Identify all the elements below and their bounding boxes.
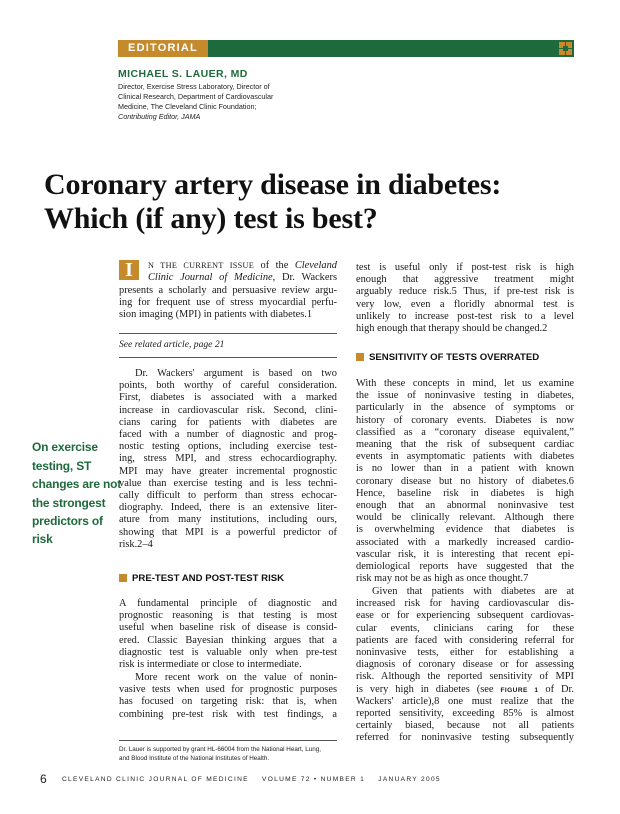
body-line: unlikely to increase post-test risk to a level	[356, 310, 574, 322]
pullquote-line: predictors of	[32, 514, 103, 528]
body-line: meaning that the risk of subsequent cardiac	[356, 439, 574, 450]
body-line: ing for frequent use of stress myocardial perfu-	[119, 297, 337, 308]
body-line: has focused on targeting risk: that is, when	[119, 696, 337, 708]
body-line: First, diabetes is associated with a marked	[119, 392, 337, 404]
body-line: vascular risk, it is interesting that recent epi-	[356, 548, 574, 560]
article-title-line-1: Coronary artery disease in diabetes:	[44, 168, 502, 201]
body-line: More recent work on the value of nonin-	[135, 672, 337, 683]
body-line: history of coronary events. Diabetes is now	[356, 414, 574, 426]
body-line: reported sensitivity, exceeding 85% is almost	[356, 708, 574, 719]
body-line: points, both worthy of careful consideration.	[119, 380, 337, 392]
affiliation-line: Medicine, The Cleveland Clinic Foundation;	[118, 102, 257, 111]
section-tag: EDITORIAL	[118, 40, 208, 57]
footnote-line: Dr. Lauer is supported by grant HL-66004 from the National Heart, Lung,	[119, 746, 321, 753]
body-line: demiological reports have suggested that the	[356, 561, 574, 572]
body-line: ered. Classic Bayesian thinking argues that a	[119, 634, 337, 646]
body-line: value than exercise testing and is less techni-	[119, 477, 337, 489]
divider	[119, 357, 337, 358]
bullet-square-icon	[119, 574, 127, 582]
body-line: risk.2–4	[119, 538, 153, 550]
body-line: classified as a “coronary disease equivalent,”	[356, 426, 574, 438]
section-heading: PRE-TEST AND POST-TEST RISK	[119, 573, 284, 584]
body-line: Given that patients with diabetes are at	[372, 586, 574, 597]
body-line: patients are faced with considering referral for	[356, 634, 574, 646]
body-line: increase in cardiovascular risk. Second, clini-	[119, 404, 337, 416]
body-line: Wackers' article),8 one must realize that the	[356, 695, 574, 707]
body-line: ing, stress MPI, and stress echocardiography.	[119, 453, 337, 465]
body-line: certainly biased, because not all patients	[356, 720, 574, 732]
article-title-line-2: Which (if any) test is best?	[44, 202, 378, 235]
drop-cap: I	[119, 260, 139, 280]
body-line: faced with a number of diagnostic and prog-	[119, 429, 337, 440]
section-heading: SENSITIVITY OF TESTS OVERRATED	[356, 352, 539, 363]
bullet-square-icon	[356, 353, 364, 361]
body-line: risk may not be as high as once thought.7	[356, 573, 529, 585]
author-name: MICHAEL S. LAUER, MD	[118, 68, 248, 80]
figure-reference[interactable]: FIGURE 1	[500, 686, 539, 694]
pullquote-line: On exercise	[32, 440, 98, 454]
intro-line-1: N THE CURRENT ISSUE of the Cleveland	[148, 260, 337, 271]
body-line: associated with a markedly increased cardio-	[356, 536, 574, 548]
body-line: test is useful only if post-test risk is high	[356, 262, 574, 273]
body-line: very low, even a floridly abnormal test is	[356, 298, 574, 310]
body-line: prognostic reasoning is that testing is most	[119, 610, 337, 622]
body-line: diagnostic test is valuable only when pre-test	[119, 646, 337, 658]
body-line: diography. Indeed, there is an extensive liter-	[119, 502, 337, 514]
affiliation-line: Director, Exercise Stress Laboratory, Director of	[118, 82, 270, 91]
body-line: would be clinically relevant. Although there	[356, 512, 574, 524]
body-line: enough that an abnormal noninvasive test	[356, 500, 574, 511]
body-line: presents a scholarly and persuasive review argu-	[119, 285, 337, 296]
affiliation-line: Clinical Research, Department of Cardiovascular	[118, 92, 274, 101]
body-line: referred for noninvasive testing subsequently	[356, 732, 574, 744]
body-line: cally difficult to perform than stress echocar-	[119, 490, 337, 501]
intro-line-2: Clinic Journal of Medicine, Dr. Wackers	[148, 272, 337, 283]
body-line: cians caring for patients with diabetes are	[119, 416, 337, 428]
body-line: With these concepts in mind, let us examine	[356, 378, 574, 389]
body-line: increased risk for having cardiovascular dis-	[356, 598, 574, 610]
body-line: MPI may have greater incremental prognostic	[119, 465, 337, 477]
body-line: showing that MPI is a powerful predictor of	[119, 526, 337, 538]
affiliation-line: Contributing Editor, JAMA	[118, 112, 201, 121]
pullquote-line: changes are not	[32, 477, 122, 491]
body-line: particularly in the absence of symptoms or	[356, 402, 574, 414]
running-footer: CLEVELAND CLINIC JOURNAL OF MEDICINE VOLUME 72 • NUMBER 1 JANUARY 2005	[62, 776, 441, 783]
body-line: arguably reduce risk.5 Thus, if pre-test risk is	[356, 286, 574, 298]
body-line: risk is intermediate or close to intermediate.	[119, 659, 302, 670]
body-line: sion imaging (MPI) in patients with diabetes.1	[119, 309, 313, 320]
body-line: coronary disease but no history of diabetes.6	[356, 475, 574, 487]
divider	[119, 740, 337, 741]
body-line: diagnosis of coronary disease or for assessing	[356, 659, 574, 671]
divider	[119, 333, 337, 334]
body-line: enough that aggressive treatment might	[356, 274, 574, 286]
body-line: vasive tests when used for prognostic purposes	[119, 684, 337, 696]
text-span: of Dr.	[545, 683, 575, 695]
body-line: useful when baseline risk of disease is consid-	[119, 622, 337, 634]
body-line: combining pre-test risk with test findings, a	[119, 708, 337, 720]
body-line: risk. Although the reported sensitivity of MPI	[356, 671, 574, 683]
body-line: is overwhelming evidence that diabetes is	[356, 524, 574, 536]
body-line: ease or for experiencing subsequent cardiovas-	[356, 610, 574, 622]
body-line: Hence, baseline risk in diabetes is high	[356, 487, 574, 499]
page-number: 6	[40, 772, 47, 786]
body-line: noninvasive tests, either for establishing a	[356, 647, 574, 658]
pullquote-line: risk	[32, 532, 53, 546]
body-line: cular events, clinicians caring for these	[356, 622, 574, 634]
clinic-logo-icon	[557, 40, 574, 57]
body-line: high enough that therapy should be changed.2	[356, 323, 548, 334]
pullquote-line: the strongest	[32, 496, 106, 510]
text-span: is very high in diabetes (see	[356, 683, 494, 695]
body-line: is no lower than in a patient with known	[356, 463, 574, 475]
body-line: ature from many institutions, including ours,	[119, 514, 337, 526]
body-line: events in asymptomatic patients with diabetes	[356, 451, 574, 463]
body-line: the issue of noninvasive testing in diabetes,	[356, 390, 574, 402]
footnote-line: and Blood Institute of the National Institutes of Health.	[119, 755, 270, 762]
body-line: nostic testing options, including exercise test-	[119, 441, 337, 453]
related-article-link[interactable]: See related article, page 21	[119, 339, 225, 350]
body-line: Dr. Wackers' argument is based on two	[135, 368, 337, 379]
pullquote-line: testing, ST	[32, 459, 92, 473]
body-line: A fundamental principle of diagnostic and	[119, 598, 337, 609]
